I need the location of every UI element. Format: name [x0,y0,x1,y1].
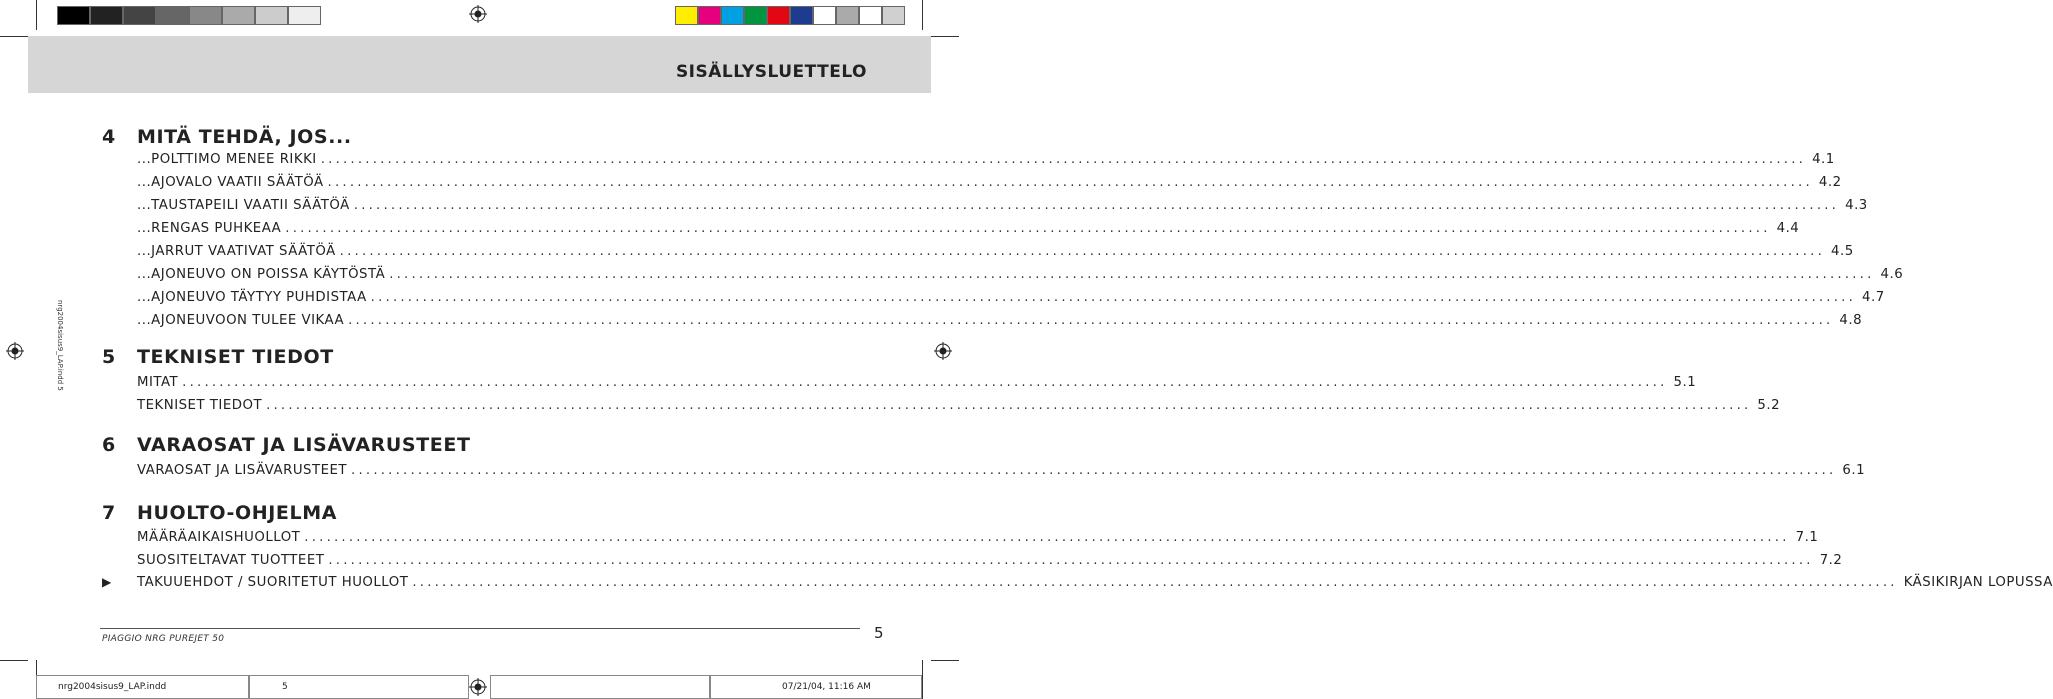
leader-dots: ........................................................................................................................................................................................................ [320,152,1807,167]
toc-entry[interactable] [137,398,1781,416]
slug-page: 5 [282,682,288,692]
registration-mark-icon [6,342,24,360]
page-number: 5 [874,624,884,642]
crop-mark [931,660,959,661]
color-swatch [222,6,255,25]
toc-entry-label: ...POLTTIMO MENEE RIKKI [137,152,317,167]
section-number: 6 [102,434,116,456]
toc-entry[interactable] [137,313,1863,331]
toc-entry[interactable] [137,553,1843,571]
toc-entry-label: ...AJONEUVO ON POISSA KÄYTÖSTÄ [137,267,386,282]
section-number: 4 [102,126,116,148]
toc-entry-label: ...AJONEUVO TÄYTYY PUHDISTAA [137,290,367,305]
color-swatch [813,6,836,25]
color-swatch [57,6,90,25]
registration-mark-icon [469,5,487,23]
toc-entry-page: 5.2 [1757,398,1781,413]
toc-entry[interactable] [137,198,1868,216]
color-swatch [836,6,859,25]
toc-entry-label: ...AJOVALO VAATII SÄÄTÖÄ [137,175,324,190]
toc-entry-label: ...TAUSTAPEILI VAATII SÄÄTÖÄ [137,198,350,213]
toc-entry-page: 6.1 [1842,463,1866,478]
toc-entry-page: 4.8 [1839,313,1863,328]
slug-timestamp: 07/21/04, 11:16 AM [782,682,871,692]
color-swatch [123,6,156,25]
toc-entry[interactable] [137,244,1854,262]
crop-mark [0,660,28,661]
color-swatch [698,6,721,25]
crop-mark [922,0,923,30]
page-title: SISÄLLYSLUETTELO [675,62,867,82]
leader-dots: ........................................................................................................................................................................................................ [285,221,1771,236]
toc-entry-label: TEKNISET TIEDOT [137,398,263,413]
footer-rule [100,628,860,629]
toc-entry-page: 4.6 [1880,267,1904,282]
toc-entry[interactable] [137,267,1904,285]
leader-dots: ........................................................................................................................................................................................................ [339,244,1826,259]
section-title: VARAOSAT JA LISÄVARUSTEET [137,434,471,456]
registration-mark-icon [934,342,952,360]
toc-entry-label: VARAOSAT JA LISÄVARUSTEET [137,463,348,478]
toc-entry-page: 4.2 [1818,175,1842,190]
color-swatch [721,6,744,25]
color-swatch [790,6,813,25]
toc-entry-page: 4.3 [1845,198,1868,213]
color-swatch [156,6,189,25]
footer-label: PIAGGIO NRG PUREJET 50 [102,634,225,644]
toc-entry-page: 4.1 [1812,152,1835,167]
color-swatch [675,6,698,25]
toc-entry[interactable] [137,530,1819,548]
arrow-marker-icon: ▶ [102,575,112,589]
toc-entry-page: 7.1 [1795,530,1819,545]
toc-entry-label: ...AJONEUVOON TULEE VIKAA [137,313,345,328]
toc-entry-label: ...RENGAS PUHKEAA [137,221,282,236]
color-swatch [288,6,321,25]
section-number: 5 [102,346,116,368]
section-title: TEKNISET TIEDOT [137,346,334,368]
leader-dots: ........................................................................................................................................................................................................ [328,553,1814,568]
leader-dots: ........................................................................................................................................................................................................ [304,530,1790,545]
slug-box [490,675,710,699]
toc-entry-label: TAKUUEHDOT / SUORITETUT HUOLLOT [137,575,409,590]
toc-entry-page: 5.1 [1673,375,1697,390]
toc-entry-page: 7.2 [1819,553,1843,568]
toc-entry[interactable] [137,175,1842,193]
side-slug: nrg2004sisus9_LAP.indd 5 [56,300,64,391]
color-swatch [882,6,905,25]
toc-entry-label: MÄÄRÄAIKAISHUOLLOT [137,530,301,545]
color-swatch [744,6,767,25]
crop-mark [922,660,923,699]
leader-dots: ........................................................................................................................................................................................................ [370,290,1857,305]
leader-dots: ........................................................................................................................................................................................................ [327,175,1813,190]
leader-dots: ........................................................................................................................................................................................................ [389,267,1875,282]
toc-entry-page: 4.7 [1862,290,1885,305]
color-swatch [255,6,288,25]
crop-mark [36,0,37,30]
color-swatch [859,6,882,25]
leader-dots: ........................................................................................................................................................................................................ [351,463,1837,478]
toc-entry-page: 4.5 [1831,244,1854,259]
toc-entry[interactable] [137,463,1866,481]
registration-mark-icon [469,678,487,696]
toc-entry[interactable] [137,575,2053,593]
crop-mark [931,36,959,37]
toc-entry-page: KÄSIKIRJAN LOPUSSA [1903,575,2053,590]
toc-entry[interactable] [137,221,1800,239]
toc-entry-label: SUOSITELTAVAT TUOTTEET [137,553,325,568]
leader-dots: ........................................................................................................................................................................................................ [266,398,1752,413]
toc-entry[interactable] [137,375,1697,393]
color-swatch [767,6,790,25]
toc-entry[interactable] [137,152,1835,170]
color-swatch [189,6,222,25]
leader-dots: ........................................................................................................................................................................................................ [412,575,1898,590]
toc-entry-page: 4.4 [1776,221,1800,236]
section-title: MITÄ TEHDÄ, JOS... [137,126,352,148]
toc-entry-label: ...JARRUT VAATIVAT SÄÄTÖÄ [137,244,336,259]
section-title: HUOLTO-OHJELMA [137,502,338,524]
crop-mark [0,36,28,37]
section-number: 7 [102,502,116,524]
slug-filename: nrg2004sisus9_LAP.indd [58,682,167,692]
toc-entry[interactable] [137,290,1885,308]
leader-dots: ........................................................................................................................................................................................................ [348,313,1834,328]
leader-dots: ........................................................................................................................................................................................................ [353,198,1840,213]
leader-dots: ........................................................................................................................................................................................................ [182,375,1668,390]
color-swatch [90,6,123,25]
toc-entry-label: MITAT [137,375,179,390]
